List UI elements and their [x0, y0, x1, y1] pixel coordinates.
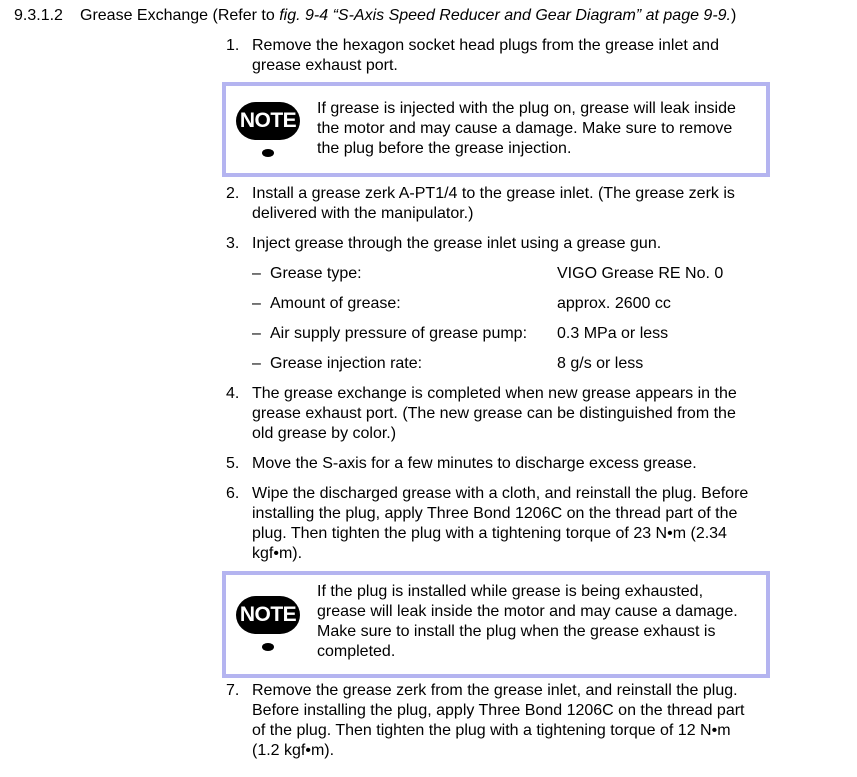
step-3-line-1: Inject grease through the grease inlet using a grease gun. — [252, 235, 662, 252]
figure-reference: fig. 9-4 “S-Axis Speed Reducer and Gear Diagram” at page 9-9. — [279, 7, 731, 24]
step-5-number: 5. — [226, 455, 240, 472]
step-7-line-3: of the plug. Then tighten the plug with a tightening torque of 12 N•m — [252, 722, 731, 739]
step-6-number: 6. — [226, 485, 240, 502]
note-2-line-1: If the plug is installed while grease is being exhausted, — [317, 583, 704, 600]
step-2-line-2: delivered with the manipulator.) — [252, 205, 474, 222]
spec-value-amount: approx. 2600 cc — [557, 295, 671, 312]
step-1-line-2: grease exhaust port. — [252, 57, 398, 74]
note-badge-2: NOTE — [236, 596, 300, 634]
spec-label-pressure: Air supply pressure of grease pump: — [270, 325, 528, 342]
step-3-number: 3. — [226, 235, 240, 252]
step-7-line-4: (1.2 kgf•m). — [252, 742, 335, 759]
step-4-line-1: The grease exchange is completed when new grease appears in the — [252, 385, 737, 402]
step-2-number: 2. — [226, 185, 240, 202]
spec-dash: – — [252, 295, 261, 312]
note-2-line-4: completed. — [317, 643, 396, 660]
step-2-line-1: Install a grease zerk A-PT1/4 to the grease inlet. (The grease zerk is — [252, 185, 735, 202]
spec-value-pressure: 0.3 MPa or less — [557, 325, 669, 342]
section-number: 9.3.1.2 — [14, 7, 63, 24]
step-5-line-1: Move the S-axis for a few minutes to discharge excess grease. — [252, 455, 697, 472]
step-7-line-1: Remove the grease zerk from the grease inlet, and reinstall the plug. — [252, 682, 738, 699]
section-title-suffix: ) — [731, 7, 737, 24]
spec-label-grease-type: Grease type: — [270, 265, 362, 282]
step-7-number: 7. — [226, 682, 240, 699]
spec-value-grease-type: VIGO Grease RE No. 0 — [557, 265, 724, 282]
note-badge-1: NOTE — [236, 102, 300, 140]
note-box-1 — [222, 82, 770, 177]
spec-dash: – — [252, 355, 261, 372]
step-1-line-1: Remove the hexagon socket head plugs from the grease inlet and — [252, 37, 719, 54]
spec-value-injection-rate: 8 g/s or less — [557, 355, 644, 372]
step-6-line-2: installing the plug, apply Three Bond 1206C on the thread part of the — [252, 505, 738, 522]
section-title-prefix: Grease Exchange (Refer to — [80, 7, 280, 24]
note-exclamation-dot-icon — [262, 643, 274, 651]
note-2-line-3: Make sure to install the plug when the grease exhaust is — [317, 623, 716, 640]
step-6-line-4: kgf•m). — [252, 545, 303, 562]
step-1-number: 1. — [226, 37, 240, 54]
note-1-line-2: the motor and may cause a damage. Make sure to remove — [317, 120, 733, 137]
spec-dash: – — [252, 265, 261, 282]
step-4-line-2: grease exhaust port. (The new grease can be distinguished from the — [252, 405, 736, 422]
step-4-number: 4. — [226, 385, 240, 402]
note-box-2 — [222, 571, 770, 678]
note-1-line-3: the plug before the grease injection. — [317, 140, 572, 157]
note-1-line-1: If grease is injected with the plug on, grease will leak inside — [317, 100, 736, 117]
spec-label-amount: Amount of grease: — [270, 295, 401, 312]
spec-label-injection-rate: Grease injection rate: — [270, 355, 423, 372]
step-4-line-3: old grease by color.) — [252, 425, 397, 442]
step-7-line-2: Before installing the plug, apply Three Bond 1206C on the thread part — [252, 702, 745, 719]
spec-dash: – — [252, 325, 261, 342]
step-6-line-3: plug. Then tighten the plug with a tightening torque of 23 N•m (2.34 — [252, 525, 727, 542]
note-2-line-2: grease will leak inside the motor and may cause a damage. — [317, 603, 738, 620]
section-title — [80, 6, 736, 26]
step-6-line-1: Wipe the discharged grease with a cloth, and reinstall the plug. Before — [252, 485, 749, 502]
note-exclamation-dot-icon — [262, 149, 274, 157]
